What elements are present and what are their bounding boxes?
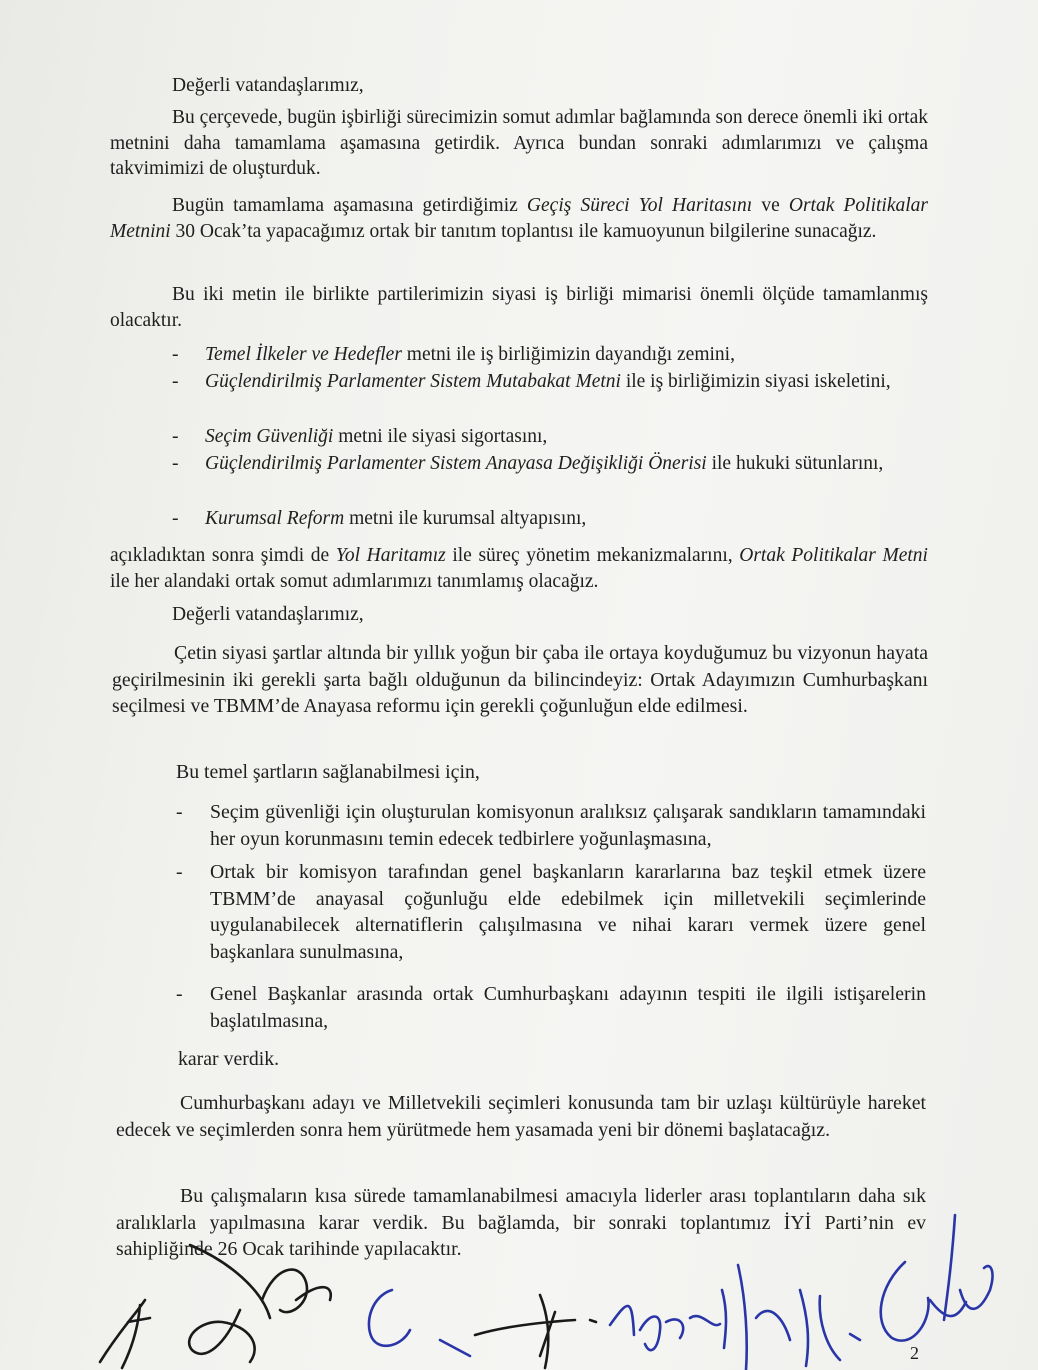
signature-3 [369,1290,470,1356]
greeting-1: Değerli vatandaşlarımız, [172,75,364,96]
list-item: - Güçlendirilmiş Parlamenter Sistem Mutabakat Metni ile iş birliğimizin siyasi iskeletini, [172,371,891,392]
signature-5 [610,1265,860,1370]
list-item: - Temel İlkeler ve Hedefler metni ile iş birliğimizin dayandığı zemini, [172,344,735,365]
signature-2 [189,1245,331,1362]
paragraph-9: Bu çalışmaların kısa sürede tamamlanabilmesi amacıyla liderler arası toplantıların daha sık aralıklarla yapılmasına karar verdik. Bu bağlamda, bir sonraki toplantımız İYİ Parti’nin ev sahipliğinde 26 Ocak tarihinde yapılacaktır. [116,1185,926,1260]
paragraph-8: Cumhurbaşkanı adayı ve Milletvekili seçimleri konusunda tam bir uzlaşı kültürüyle hareket edecek ve seçimlerden sonra hem yürütmede hem yasamada yeni bir dönemi başlatacağız. [116,1092,926,1141]
list-item: - Seçim Güvenliği metni ile siyasi sigortasını, [172,426,548,447]
signature-1 [100,1300,150,1368]
list-item: - Seçim güvenliği için oluşturulan komisyonun aralıksız çalışarak sandıkların tamamındaki her oyun korunmasını temin edecek tedbirlere yoğunlaşmasına, [176,801,926,850]
greeting-2: Değerli vatandaşlarımız, [172,604,364,625]
paragraph-5: Çetin siyasi şartlar altında bir yıllık yoğun bir çaba ile ortaya koyduğumuz bu vizyonun hayata geçirilmesinin iki gerekli şarta bağlı olduğunun da bilincindeyiz: Ortak Adayımızın Cumhurbaşkanı seçilmesi ve TBMM’de Anayasa reformu için gerekli çoğunluğun elde edilmesi. [112,642,928,717]
list-item: - Genel Başkanlar arasında ortak Cumhurbaşkanı adayının tespiti ile ilgili istişarelerin başlatılmasına, [176,983,926,1032]
list-item: - Kurumsal Reform metni ile kurumsal altyapısını, [172,508,587,529]
paragraph-6: Bu temel şartların sağlanabilmesi için, [176,761,480,783]
paragraph-2: Bugün tamamlama aşamasına getirdiğimiz Geçiş Süreci Yol Haritasını ve Ortak Politikalar Metnini 30 Ocak’ta yapacağımız ortak bir tanıtım toplantısı ile kamuoyunun bilgilerine sunacağız. [110,195,928,242]
list-item: - Ortak bir komisyon tarafından genel başkanların kararlarına baz teşkil etmek üzere TBMM’de anayasal çoğunluğu elde edebilmek için milletvekili seçimlerinde uygulanabilecek alternatiflerin çalışılmasına ve nihai kararı vermek üzere genel başkanlara sunulmasına, [176,861,926,963]
paragraph-4: açıkladıktan sonra şimdi de Yol Haritamız ile süreç yönetim mekanizmalarını, Ortak Politikalar Metni ile her alandaki ortak somut adımlarımızı tanımlamış olacağız. [110,545,928,592]
paragraph-3: Bu iki metin ile birlikte partilerimizin siyasi iş birliği mimarisi önemli ölçüde tamamlanmış olacaktır. [110,284,928,331]
page-number: 2 [910,1343,919,1363]
paragraph-7: karar verdik. [178,1048,280,1070]
signature-4 [475,1295,596,1368]
paragraph-1: Bu çerçevede, bugün işbirliği sürecimizin somut adımlar bağlamında son derece önemli iki ortak metnini daha tamamlama aşamasına getirdik. Ayrıca bundan sonraki adımlarımızı ve çalışma takvimimizi de oluşturduk. [110,107,928,179]
list-item: - Güçlendirilmiş Parlamenter Sistem Anayasa Değişikliği Önerisi ile hukuki sütunlarını, [172,453,884,474]
